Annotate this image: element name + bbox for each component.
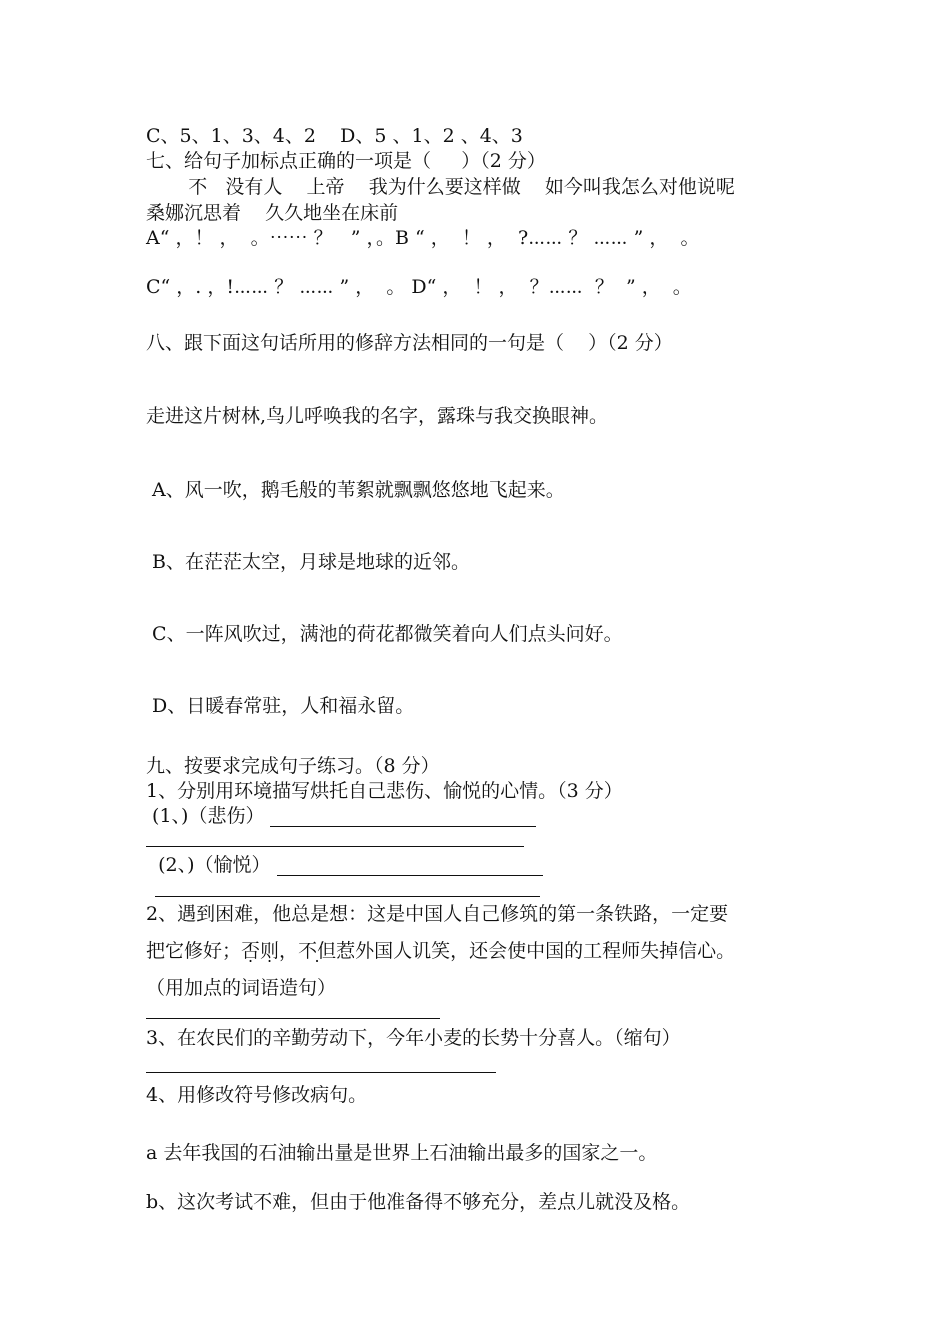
question-8-sentence: 走进这片树林,鸟儿呼唤我的名字，露珠与我交换眼神。 — [146, 405, 609, 427]
question-8-option-a: A、风一吹，鹅毛般的苇絮就飘飘悠悠地飞起来。 — [146, 479, 565, 501]
question-9-title: 九、按要求完成句子练习。（8 分） — [146, 755, 440, 777]
question-8-option-b: B、在茫茫太空，月球是地球的近邻。 — [146, 551, 471, 573]
question-7-sentence-2: 桑娜沉思着 久久地坐在床前 — [146, 202, 399, 224]
answer-line-sad-continued[interactable] — [146, 846, 524, 847]
question-7-options-c-d: C“ ，. ，!⋯⋯ ？ ⋯⋯ ” ， 。 D“ ， ！ ， ？⋯⋯ ？ ” ， 。 — [146, 276, 692, 298]
question-7-options-a-b: A“ ，！ ， 。⋯⋯ ？ ” ，。B “ ， ！ ， ?⋯⋯ ？ ⋯⋯ ” ， 。 — [146, 227, 700, 249]
question-9-item-4: 4、用修改符号修改病句。 — [146, 1084, 368, 1106]
answer-line-happy[interactable] — [277, 857, 543, 876]
question-8-option-d: D、日暖春常驻，人和福永留。 — [146, 695, 415, 717]
item-4-sentence-b: b、这次考试不难，但由于他准备得不够充分，差点儿就没及格。 — [146, 1191, 691, 1213]
item-2-text-a: 把它修好； — [146, 940, 242, 962]
question-9-item-3: 3、在农民们的辛勤劳动下，今年小麦的长势十分喜人。（缩句） — [146, 1027, 681, 1049]
item-1-sad-label: (1、)（悲伤） — [146, 805, 265, 827]
dotted-char-ze: 则 — [260, 940, 280, 962]
option-c-d-order: C、5、1、3、4、2 D、5 、1、2 、4、3 — [146, 125, 523, 147]
item-1-happy-row — [146, 855, 543, 876]
answer-line-item-3[interactable] — [146, 1072, 496, 1073]
item-1-sad-row — [146, 806, 536, 827]
question-7-sentence-1: 不 没有人 上帝 我为什么要这样做 如今叫我怎么对他说呢 — [146, 176, 735, 198]
question-9-item-1: 1、分别用环境描写烘托自己悲伤、愉悦的心情。（3 分） — [146, 780, 623, 802]
question-8-title: 八、跟下面这句话所用的修辞方法相同的一句是（ ）（2 分） — [146, 332, 673, 354]
item-4-sentence-a: a 去年我国的石油输出量是世界上石油输出最多的国家之一。 — [146, 1142, 658, 1164]
answer-line-sad[interactable] — [270, 808, 536, 827]
answer-line-item-2[interactable] — [146, 1018, 440, 1019]
dotted-word-budan: 不但 — [298, 940, 337, 962]
answer-line-happy-continued[interactable] — [155, 896, 540, 897]
item-2-comma: ， — [279, 940, 299, 962]
question-9-item-2-cont — [146, 941, 735, 962]
item-2-text-b: 惹外国人讥笑，还会使中国的工程师失掉信心。 — [336, 940, 736, 962]
question-7-title: 七、给句子加标点正确的一项是（ ）（2 分） — [146, 150, 546, 172]
question-9-item-2: 2、遇到困难，他总是想：这是中国人自己修筑的第一条铁路，一定要 — [146, 903, 729, 925]
item-2-instruction: （用加点的词语造句） — [146, 977, 337, 999]
question-8-option-c: C、一阵风吹过，满池的荷花都微笑着向人们点头问好。 — [146, 623, 623, 645]
dotted-char-fou: 否 — [241, 940, 261, 962]
item-1-happy-label: (2、)（愉悦） — [146, 854, 271, 876]
